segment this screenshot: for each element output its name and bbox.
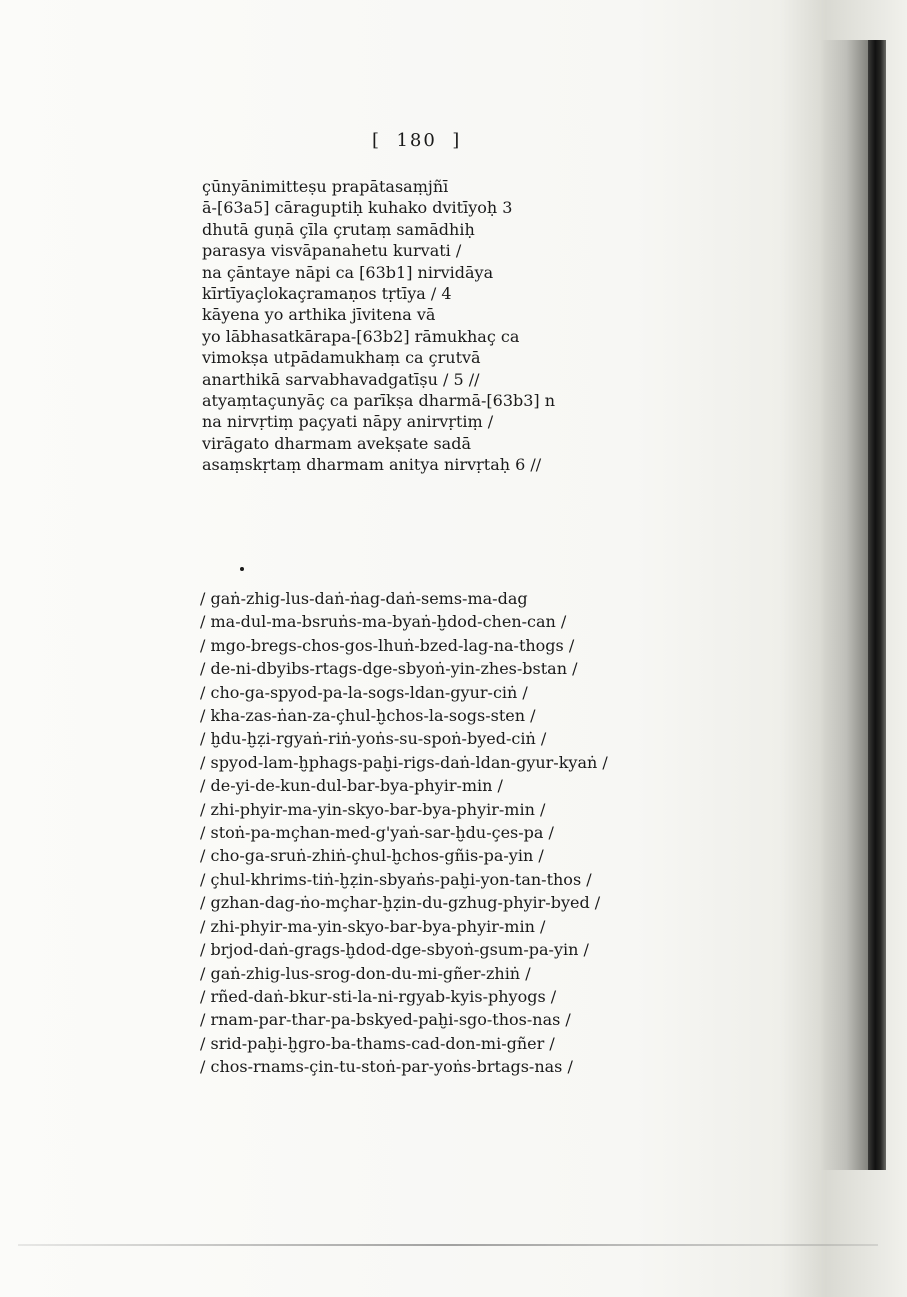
tibetan-line: / rnam-par-thar-pa-bskyed-paḫi-sgo-thos-nas /: [200, 1010, 571, 1030]
tibetan-line: / zhi-phyir-ma-yin-skyo-bar-bya-phyir-min /: [200, 799, 546, 819]
tibetan-line: / gaṅ-zhig-lus-daṅ-ṅag-daṅ-sems-ma-dag: [200, 589, 528, 608]
tibetan-line: / spyod-lam-ḫphags-paḫi-rigs-daṅ-ldan-gyur-kyaṅ /: [200, 752, 608, 772]
tibetan-line: / çhul-khrims-tiṅ-ḫẓin-sbyaṅs-paḫi-yon-tan-thos /: [200, 869, 592, 889]
sanskrit-line: atyaṃtaçunyāç ca parīkṣa dharmā-[63b3] n: [202, 391, 556, 411]
tibetan-line: / zhi-phyir-ma-yin-skyo-bar-bya-phyir-min /: [200, 916, 546, 936]
book-binding: [868, 40, 886, 1170]
sanskrit-line: na çāntaye nāpi ca [63b1] nirvidāya: [202, 262, 494, 282]
tibetan-verse-block: [200, 587, 680, 1079]
sanskrit-line: na nirvṛtiṃ paçyati nāpy anirvṛtiṃ /: [202, 412, 494, 432]
tibetan-line: / de-ni-dbyibs-rtags-dge-sbyoṅ-yin-zhes-bstan /: [200, 659, 578, 679]
tibetan-line: / srid-paḫi-ḫgro-ba-thams-cad-don-mi-gñer /: [200, 1033, 555, 1053]
tibetan-line: / mgo-bregs-chos-gos-lhuṅ-bzed-lag-na-thogs /: [200, 635, 575, 655]
tibetan-line: / rñed-daṅ-bkur-sti-la-ni-rgyab-kyis-phyogs /: [200, 986, 557, 1006]
tibetan-line: / brjod-daṅ-grags-ḫdod-dge-sbyoṅ-gsum-pa-yin /: [200, 940, 589, 960]
page-bottom-edge: [18, 1244, 878, 1246]
tibetan-line: / cho-ga-spyod-pa-la-sogs-ldan-gyur-ciṅ /: [200, 682, 528, 702]
tibetan-line: / gaṅ-zhig-lus-srog-don-du-mi-gñer-zhiṅ /: [200, 963, 531, 983]
sanskrit-line: asaṃskṛtaṃ dharmam anitya nirvṛtaḥ 6 //: [202, 455, 542, 475]
sanskrit-line: anarthikā sarvabhavadgatīṣu / 5 //: [202, 369, 480, 389]
tibetan-line: / de-yi-de-kun-dul-bar-bya-phyir-min /: [200, 776, 503, 796]
tibetan-line: / ḫdu-ḫẓi-rgyaṅ-riṅ-yoṅs-su-spoṅ-byed-ciṅ /: [200, 729, 547, 749]
tibetan-line: / chos-rnams-çin-tu-stoṅ-par-yoṅs-brtags-nas /: [200, 1057, 573, 1077]
sanskrit-line: virāgato dharmam avekṣate sadā: [202, 433, 471, 453]
sanskrit-verse-block: [202, 176, 682, 476]
sanskrit-line: parasya visvāpanahetu kurvati /: [202, 241, 462, 261]
tibetan-line: / ma-dul-ma-bsruṅs-ma-byaṅ-ḫdod-chen-can /: [200, 612, 567, 632]
binding-shadow: [820, 40, 868, 1170]
sanskrit-line: yo lābhasatkārapa-[63b2] rāmukhaç ca: [202, 326, 520, 346]
page-number: [ 180 ]: [372, 130, 462, 151]
section-dot-mark: [240, 567, 244, 571]
tibetan-line: / gzhan-dag-ṅo-mçhar-ḫẓin-du-gzhug-phyir-byed /: [200, 893, 601, 913]
sanskrit-line: çūnyānimitteṣu prapātasaṃjñī: [202, 177, 449, 196]
sanskrit-line: kīrtīyaçlokaçramaṇos tṛtīya / 4: [202, 284, 452, 304]
tibetan-line: / kha-zas-ṅan-za-çhul-ḫchos-la-sogs-sten /: [200, 706, 536, 726]
tibetan-line: / cho-ga-sruṅ-zhiṅ-çhul-ḫchos-gñis-pa-yin /: [200, 846, 544, 866]
sanskrit-line: ā-[63a5] cāraguptiḥ kuhako dvitīyoḥ 3: [202, 198, 513, 218]
sanskrit-line: dhutā guṇā çīla çrutaṃ samādhiḥ: [202, 219, 475, 239]
tibetan-line: / stoṅ-pa-mçhan-med-g'yaṅ-sar-ḫdu-çes-pa /: [200, 823, 554, 843]
sanskrit-line: vimokṣa utpādamukhaṃ ca çrutvā: [202, 348, 481, 368]
sanskrit-line: kāyena yo arthika jīvitena vā: [202, 305, 436, 325]
